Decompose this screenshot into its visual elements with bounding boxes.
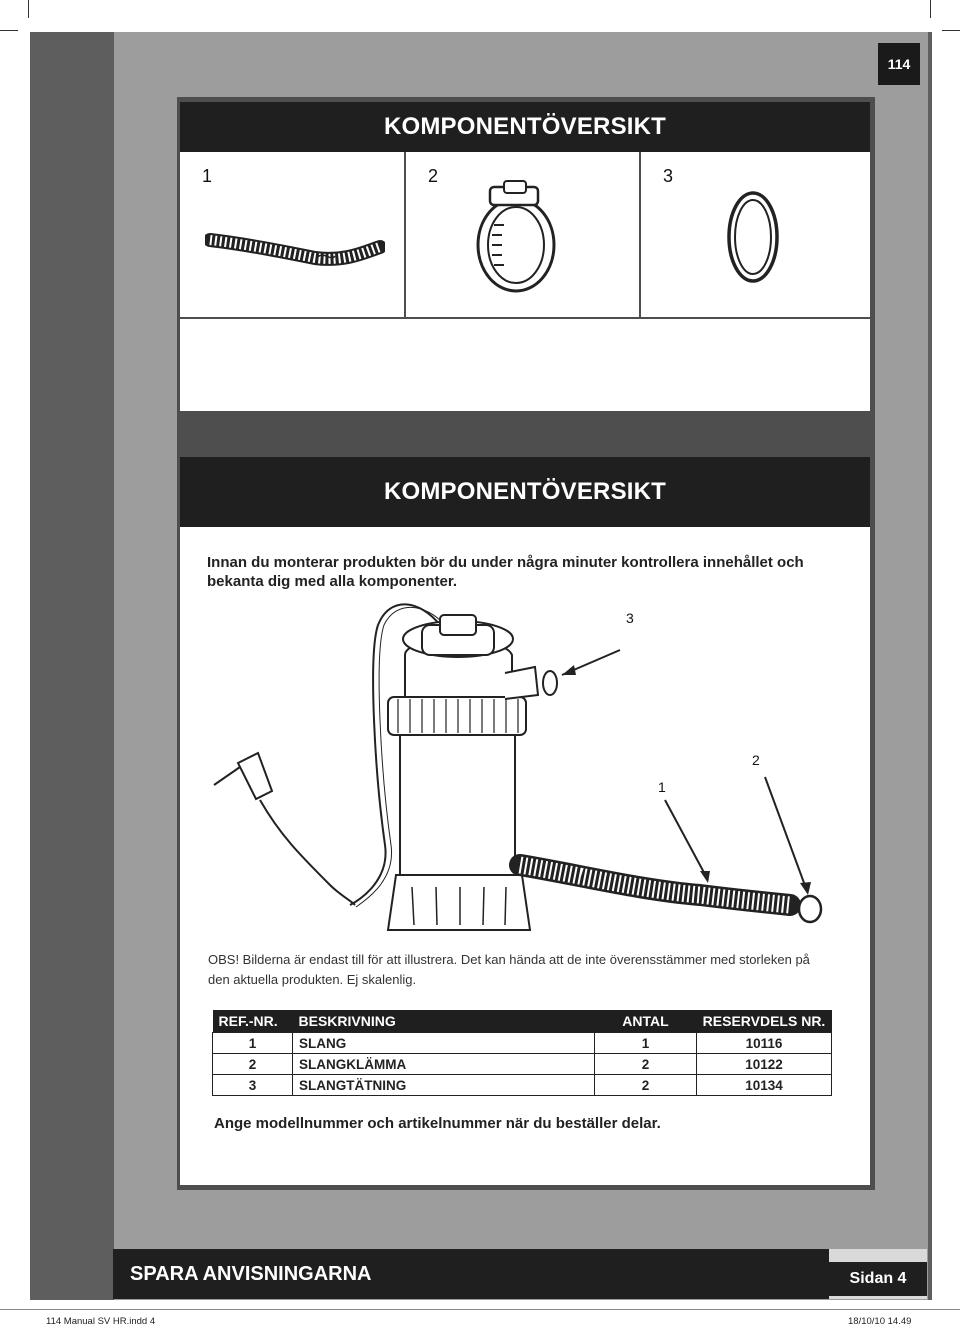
description-cell: SLANGKLÄMMA bbox=[293, 1054, 595, 1075]
crop-mark bbox=[0, 30, 18, 31]
page-left-strip bbox=[30, 32, 114, 1300]
crop-mark bbox=[942, 30, 960, 31]
hose-clamp-icon bbox=[466, 177, 566, 297]
crop-mark bbox=[930, 0, 931, 18]
footer-page-label: Sidan 4 bbox=[829, 1262, 927, 1296]
order-note: Ange modellnummer och artikelnummer när du beställer delar. bbox=[214, 1115, 661, 1132]
component-cell-2 bbox=[406, 152, 639, 317]
footer-save-instructions: SPARA ANVISNINGARNA bbox=[113, 1249, 829, 1299]
column-header: BESKRIVNING bbox=[293, 1010, 595, 1033]
intro-text: Innan du monterar produkten bör du under några minuter kontrollera innehållet och bekanta dig med alla komponenter. bbox=[207, 554, 804, 590]
ref-cell: 3 bbox=[213, 1075, 293, 1096]
column-header: ANTAL bbox=[595, 1010, 697, 1033]
part-number-cell: 10116 bbox=[697, 1033, 832, 1054]
page-right-bar bbox=[928, 32, 932, 1300]
crop-mark bbox=[28, 0, 29, 18]
diagram-label-hose: 1 bbox=[658, 779, 666, 795]
component-number: 1 bbox=[202, 166, 213, 186]
table-row bbox=[213, 1054, 832, 1075]
part-number-cell: 10134 bbox=[697, 1075, 832, 1096]
section2-title: KOMPONENTÖVERSIKT bbox=[180, 457, 870, 527]
hose-icon bbox=[205, 222, 385, 282]
section1-title: KOMPONENTÖVERSIKT bbox=[180, 102, 870, 152]
quantity-cell: 2 bbox=[595, 1075, 697, 1096]
component-cell-1 bbox=[180, 152, 404, 317]
component-cell-3 bbox=[641, 152, 870, 317]
table-row bbox=[213, 1075, 832, 1096]
diagram-label-seal: 3 bbox=[626, 610, 634, 626]
quantity-cell: 1 bbox=[595, 1033, 697, 1054]
filter-pump-diagram bbox=[200, 595, 850, 945]
page-number-badge: 114 bbox=[878, 43, 920, 85]
quantity-cell: 2 bbox=[595, 1054, 697, 1075]
component-number: 3 bbox=[663, 166, 674, 186]
table-row bbox=[213, 1033, 832, 1054]
diagram-label-clamp: 2 bbox=[752, 752, 760, 768]
component-row-empty bbox=[180, 319, 870, 411]
column-header: REF.-NR. bbox=[213, 1010, 293, 1033]
column-header: RESERVDELS NR. bbox=[697, 1010, 832, 1033]
description-cell: SLANG bbox=[293, 1033, 595, 1054]
description-cell: SLANGTÄTNING bbox=[293, 1075, 595, 1096]
disclaimer-note: OBS! Bilderna är endast till för att illustrera. Det kan hända att de inte överensstämmer med storleken på den aktuella produkten. Ej skalenlig. bbox=[208, 952, 810, 987]
ref-cell: 2 bbox=[213, 1054, 293, 1075]
parts-table bbox=[212, 1010, 832, 1096]
part-number-cell: 10122 bbox=[697, 1054, 832, 1075]
component-number: 2 bbox=[428, 166, 439, 186]
ref-cell: 1 bbox=[213, 1033, 293, 1054]
slug-filename: 114 Manual SV HR.indd 4 bbox=[46, 1316, 156, 1327]
table-header-row bbox=[213, 1010, 832, 1033]
hose-seal-icon bbox=[723, 187, 783, 287]
slug-timestamp: 18/10/10 14.49 bbox=[848, 1316, 912, 1327]
